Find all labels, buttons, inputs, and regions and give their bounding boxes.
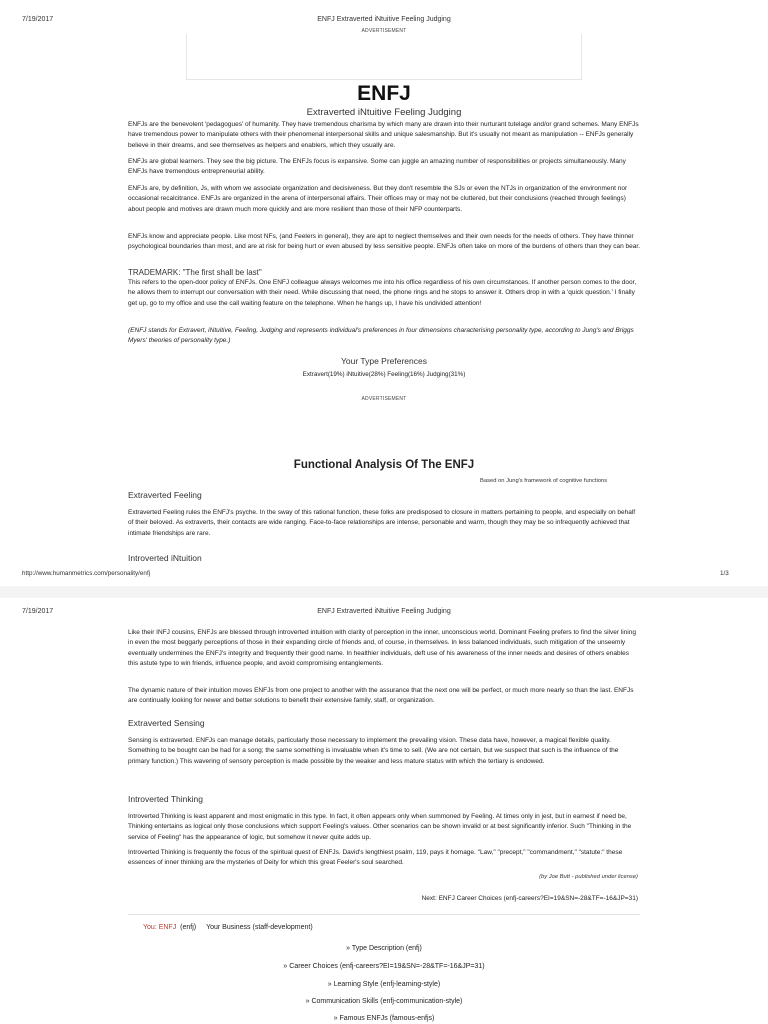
print-header-title-2: ENFJ Extraverted iNtuitive Feeling Judging [317, 608, 451, 615]
divider [128, 914, 640, 915]
advertisement-slot[interactable] [186, 34, 582, 80]
next-career-link[interactable]: Next: ENFJ Career Choices (enfj-careers?EI=19&SN=-28&TF=-16&JP=31) [421, 895, 638, 902]
link-learning-style[interactable]: » Learning Style (enfj-learning-style) [327, 981, 441, 988]
paragraph-introverted-intuition-2: The dynamic nature of their intuition moves ENFJs from one project to another with the assurance that the next one will be perfect, or much more nearly so than the last. ENFJs are continually looking for newer and better solutions to benefit their extensive family, staff, or organization. [128, 687, 634, 705]
page-separator [0, 586, 768, 598]
type-note: (ENFJ stands for Extravert, iNtuitive, Feeling, Judging and represents individual's preferences in four dimensions characterising personality type, according to Jung's and Briggs Myers' theories of personality type.) [128, 327, 634, 345]
you-type-code[interactable]: (enfj) [180, 924, 197, 931]
link-communication-skills[interactable]: » Communication Skills (enfj-communication-style) [305, 998, 463, 1005]
you-type-label: You: ENFJ [143, 924, 177, 931]
paragraph-people: ENFJs know and appreciate people. Like most NFs, (and Feelers in general), they are apt to neglect themselves and their own needs for the needs of others. They have thinner psychological boundaries than most, and are at risk for being hurt or even abused by less sensitive people. ENFJs often take on more of the burdens of others than they can bear. [128, 233, 640, 251]
trademark-heading: TRADEMARK: "The first shall be last" [128, 268, 262, 277]
paragraph-global-learners: ENFJs are global learners. They see the big picture. The ENFJs focus is expansive. Some can juggle an amazing number of responsibilities or projects simultaneously. Many ENFJs have tremendous entrepreneurial ability. [128, 158, 626, 176]
trademark-text: This refers to the open-door policy of ENFJs. One ENFJ colleague always welcomes me into his office regardless of his own circumstances. If another person comes to the door, he allows them to interrupt our conversation with their need. While discussing that need, the phone rings and he stops to answer it. Others drop in with a 'quick question.' I finally get up, go to my office and use the call waiting feature on the telephone. When he hangs up, I have his undivided attention! [128, 279, 637, 307]
ad-label: ADVERTISEMENT [361, 28, 407, 34]
heading-extraverted-sensing: Extraverted Sensing [128, 718, 205, 728]
advertisement-slot-2[interactable] [186, 402, 582, 450]
heading-extraverted-feeling: Extraverted Feeling [128, 490, 202, 500]
page-subtitle: Extraverted iNtuitive Feeling Judging [306, 107, 462, 118]
page-title: ENFJ [357, 82, 411, 105]
you-type-row [143, 924, 313, 931]
link-famous-enfjs[interactable]: » Famous ENFJs (famous-enfjs) [333, 1015, 435, 1022]
footer-page-number: 1/3 [720, 570, 729, 577]
link-type-description[interactable]: » Type Description (enfj) [346, 945, 422, 952]
link-career-choices[interactable]: » Career Choices (enfj-careers?EI=19&SN=-28&TF=-16&JP=31) [283, 963, 485, 970]
print-date-2: 7/19/2017 [22, 608, 54, 615]
preferences-text: Extravert(19%) iNtuitive(28%) Feeling(16%) Judging(31%) [302, 371, 466, 378]
your-business-link[interactable]: Your Business (staff-development) [206, 924, 313, 931]
paragraph-introverted-thinking-1: Introverted Thinking is least apparent and most enigmatic in this type. In fact, it often appears only when summoned by Feeling. At times only in jest, but in earnest if need be, Thinking entertains as logical only those conclusions which support Feeling's values. Other scenarios can be shown invalid or at best significantly inferior. Such "Thinking in the service of Feeling" has the appearance of logic, but somehow it never quite adds up. [128, 813, 632, 841]
paragraph-organization: ENFJs are, by definition, Js, with whom we associate organization and decisiveness. But they don't resemble the SJs or even the NTJs in organization of the environment nor occasional recalcitrance. ENFJs are organized in the arena of interpersonal affairs. Their offices may or may not be cluttered, but their conclusions (reached through feelings) about people and motives are drawn much more quickly and are more resilient than those of their NFP counterparts. [128, 185, 628, 213]
paragraph-introverted-thinking-2: Introverted Thinking is frequently the focus of the spiritual quest of ENFJs. David's lengthiest psalm, 119, pays it homage. "Law," "precept," "commandment," "statute:" these essences of inner thinking are the mysteries of Deity for which this great Feeler's soul searched. [128, 849, 623, 867]
print-date: 7/19/2017 [22, 16, 54, 23]
author-credit: (by Joe Butt - published under license) [539, 874, 638, 880]
functional-note: Based on Jung's framework of cognitive functions [480, 478, 608, 484]
paragraph-extraverted-sensing: Sensing is extraverted. ENFJs can manage details, particularly those necessary to implement the prevailing vision. These data have, however, a magical flexible quality. Something to be bought can be had for a song; the same something is invaluable when it's time to sell. (We are not certain, but we suspect that such is the influence of the primary function.) This wavering of sensory perception is made possible by the weaker and less mature status with which the tertiary is endowed. [128, 737, 619, 765]
functional-title: Functional Analysis Of The ENFJ [293, 459, 475, 471]
footer-url[interactable]: http://www.humanmetrics.com/personality/enfj [22, 570, 151, 577]
preferences-heading: Your Type Preferences [340, 356, 427, 366]
paragraph-introverted-intuition-1: Like their INFJ cousins, ENFJs are blessed through introverted intuition with clarity of perception in the inner, unconscious world. Dominant Feeling prefers to find the silver lining in even the most beggarly perceptions of those in their expanding circle of friends and, of course, in themselves. In less balanced individuals, such mitigation of the unseemly eventually undermines the ENFJ's integrity and frequently their good name. In healthier individuals, deft use of his awareness of the inner needs and desires of others enables this astute type to win friends, influence people, and avoid compromising entanglements. [128, 629, 636, 668]
paragraph-intro: ENFJs are the benevolent 'pedagogues' of humanity. They have tremendous charisma by which many are drawn into their nurturant tutelage and/or grand schemes. Many ENFJs have tremendous power to manipulate others with their phenomenal interpersonal skills and unique salesmanship. But it's usually not meant as manipulation -- ENFJs generally believe in their dreams, and see themselves as helpers and enablers, which they usually are. [128, 121, 639, 149]
paragraph-extraverted-feeling: Extraverted Feeling rules the ENFJ's psyche. In the sway of this rational function, these folks are predisposed to closure in matters pertaining to people, and especially on behalf of their beloved. As extraverts, their contacts are wide ranging. Face-to-face relationships are intense, personable and warm, though they may be so infrequently achieved that intimate friendships are rare. [128, 509, 636, 537]
heading-introverted-intuition: Introverted iNtuition [128, 553, 202, 563]
ad-label-2: ADVERTISEMENT [361, 396, 407, 402]
print-header-title: ENFJ Extraverted iNtuitive Feeling Judging [317, 16, 451, 23]
heading-introverted-thinking: Introverted Thinking [128, 794, 203, 804]
